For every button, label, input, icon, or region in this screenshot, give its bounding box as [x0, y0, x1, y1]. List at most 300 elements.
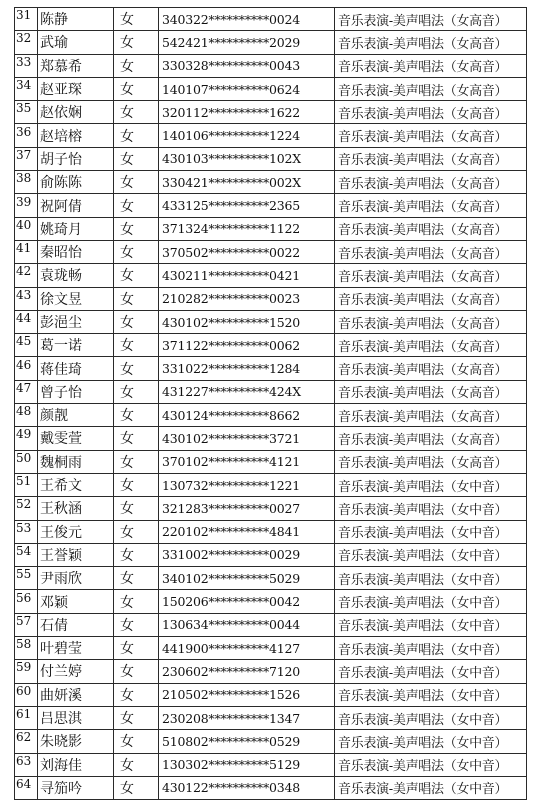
id-number-cell [159, 194, 335, 217]
name-cell [38, 54, 114, 77]
gender-text: 女 [120, 757, 134, 774]
id-number-text: 331002**********0029 [162, 547, 301, 563]
major-cell [335, 567, 527, 590]
name-text: 魏桐雨 [40, 454, 82, 471]
major-cell [335, 124, 527, 147]
name-text: 蒋佳琦 [40, 361, 82, 378]
major-text: 音乐表演-美声唱法（女高音） [338, 176, 508, 192]
row-number-text: 33 [16, 54, 32, 69]
table-row [15, 520, 527, 543]
table-body [15, 8, 527, 800]
table-row [15, 264, 527, 287]
table-row [15, 217, 527, 240]
gender-text: 女 [120, 384, 134, 401]
table-row [15, 287, 527, 310]
id-number-text: 340322**********0024 [162, 11, 301, 27]
name-cell [38, 310, 114, 333]
row-number-text: 64 [16, 776, 32, 791]
gender-cell [114, 194, 159, 217]
id-number-text: 140107**********0624 [162, 81, 301, 97]
major-text: 音乐表演-美声唱法（女高音） [338, 246, 508, 262]
gender-cell [114, 264, 159, 287]
name-cell [38, 753, 114, 776]
gender-cell [114, 497, 159, 520]
name-text: 尹雨欣 [40, 571, 82, 588]
table-row [15, 497, 527, 520]
major-cell [335, 334, 527, 357]
id-number-text: 371324**********1122 [162, 221, 301, 237]
id-number-cell [159, 31, 335, 54]
id-number-cell [159, 497, 335, 520]
row-number-text: 50 [16, 450, 32, 465]
row-number-cell [15, 357, 38, 380]
gender-text: 女 [120, 501, 134, 518]
row-number-text: 45 [16, 334, 32, 349]
id-number-cell [159, 101, 335, 124]
id-number-text: 370102**********4121 [162, 454, 301, 470]
row-number-cell [15, 310, 38, 333]
row-number-cell [15, 450, 38, 473]
gender-text: 女 [120, 431, 134, 448]
id-number-text: 331022**********1284 [162, 361, 301, 377]
major-text: 音乐表演-美声唱法（女高音） [338, 456, 508, 472]
gender-cell [114, 101, 159, 124]
major-cell [335, 357, 527, 380]
id-number-cell [159, 357, 335, 380]
row-number-cell [15, 683, 38, 706]
row-number-text: 51 [16, 474, 32, 489]
major-text: 音乐表演-美声唱法（女中音） [338, 619, 508, 635]
id-number-text: 370502**********0022 [162, 244, 301, 260]
id-number-text: 150206**********0042 [162, 594, 301, 610]
gender-text: 女 [120, 641, 134, 658]
major-cell [335, 730, 527, 753]
id-number-text: 230208**********1347 [162, 710, 301, 726]
name-cell [38, 264, 114, 287]
name-cell [38, 31, 114, 54]
major-text: 音乐表演-美声唱法（女中音） [338, 502, 508, 518]
name-cell [38, 776, 114, 799]
major-text: 音乐表演-美声唱法（女中音） [338, 572, 508, 588]
major-text: 音乐表演-美声唱法（女中音） [338, 712, 508, 728]
major-text: 音乐表演-美声唱法（女中音） [338, 665, 508, 681]
row-number-text: 62 [16, 730, 32, 745]
gender-text: 女 [120, 571, 134, 588]
major-text: 音乐表演-美声唱法（女中音） [338, 759, 508, 775]
name-text: 颜靓 [40, 408, 68, 425]
name-text: 胡子怡 [40, 151, 82, 168]
name-text: 付兰婷 [40, 664, 82, 681]
row-number-text: 31 [16, 8, 32, 23]
gender-text: 女 [120, 408, 134, 425]
major-text: 音乐表演-美声唱法（女高音） [338, 130, 508, 146]
gender-text: 女 [120, 617, 134, 634]
gender-text: 女 [120, 524, 134, 541]
table-row [15, 660, 527, 683]
row-number-text: 43 [16, 287, 32, 302]
gender-cell [114, 240, 159, 263]
row-number-cell [15, 380, 38, 403]
table-row [15, 683, 527, 706]
id-number-cell [159, 287, 335, 310]
gender-cell [114, 753, 159, 776]
name-cell [38, 660, 114, 683]
table-row [15, 753, 527, 776]
row-number-text: 53 [16, 520, 32, 535]
id-number-text: 371122**********0062 [162, 337, 301, 353]
table-row [15, 171, 527, 194]
row-number-cell [15, 497, 38, 520]
id-number-text: 320112**********1622 [162, 104, 301, 120]
major-text: 音乐表演-美声唱法（女高音） [338, 432, 508, 448]
id-number-text: 210282**********0023 [162, 291, 301, 307]
major-cell [335, 77, 527, 100]
major-cell [335, 637, 527, 660]
table-row [15, 637, 527, 660]
major-text: 音乐表演-美声唱法（女中音） [338, 479, 508, 495]
row-number-text: 58 [16, 637, 32, 652]
major-cell [335, 497, 527, 520]
name-text: 戴雯萱 [40, 431, 82, 448]
row-number-cell [15, 706, 38, 729]
id-number-cell [159, 683, 335, 706]
table-row [15, 473, 527, 496]
gender-cell [114, 520, 159, 543]
major-cell [335, 380, 527, 403]
row-number-cell [15, 240, 38, 263]
id-number-text: 330328**********0043 [162, 58, 301, 74]
id-number-text: 140106**********1224 [162, 128, 301, 144]
major-cell [335, 264, 527, 287]
table-row [15, 357, 527, 380]
major-cell [335, 473, 527, 496]
id-number-cell [159, 590, 335, 613]
table-row [15, 543, 527, 566]
table-row [15, 706, 527, 729]
major-text: 音乐表演-美声唱法（女高音） [338, 106, 508, 122]
id-number-cell [159, 637, 335, 660]
name-cell [38, 124, 114, 147]
row-number-cell [15, 101, 38, 124]
major-cell [335, 776, 527, 799]
name-text: 郑慕希 [40, 58, 82, 75]
gender-cell [114, 310, 159, 333]
gender-cell [114, 613, 159, 636]
major-text: 音乐表演-美声唱法（女高音） [338, 200, 508, 216]
gender-cell [114, 660, 159, 683]
table-row [15, 334, 527, 357]
id-number-cell [159, 753, 335, 776]
gender-cell [114, 357, 159, 380]
id-number-text: 430122**********0348 [162, 780, 301, 796]
major-cell [335, 427, 527, 450]
row-number-text: 46 [16, 357, 32, 372]
row-number-cell [15, 54, 38, 77]
id-number-cell [159, 171, 335, 194]
table-row [15, 613, 527, 636]
name-cell [38, 497, 114, 520]
gender-cell [114, 450, 159, 473]
gender-text: 女 [120, 454, 134, 471]
gender-cell [114, 543, 159, 566]
major-text: 音乐表演-美声唱法（女中音） [338, 735, 508, 751]
row-number-cell [15, 8, 38, 31]
row-number-text: 54 [16, 543, 32, 558]
row-number-text: 56 [16, 590, 32, 605]
table-row [15, 450, 527, 473]
major-text: 音乐表演-美声唱法（女高音） [338, 293, 508, 309]
name-text: 王秋涵 [40, 501, 82, 518]
id-number-cell [159, 730, 335, 753]
major-cell [335, 590, 527, 613]
major-cell [335, 404, 527, 427]
id-number-cell [159, 8, 335, 31]
name-cell [38, 380, 114, 403]
id-number-text: 430102**********3721 [162, 430, 301, 446]
name-cell [38, 240, 114, 263]
id-number-text: 130634**********0044 [162, 617, 301, 633]
name-text: 石倩 [40, 617, 68, 634]
row-number-cell [15, 124, 38, 147]
name-text: 曾子怡 [40, 384, 82, 401]
name-cell [38, 101, 114, 124]
name-text: 姚琦月 [40, 221, 82, 238]
row-number-text: 47 [16, 380, 32, 395]
table-row [15, 31, 527, 54]
id-number-cell [159, 77, 335, 100]
name-text: 曲妍溪 [40, 687, 82, 704]
major-cell [335, 171, 527, 194]
name-text: 邓颖 [40, 594, 68, 611]
name-cell [38, 730, 114, 753]
id-number-text: 433125**********2365 [162, 198, 301, 214]
id-number-text: 210502**********1526 [162, 687, 301, 703]
major-cell [335, 194, 527, 217]
name-text: 袁珑畅 [40, 268, 82, 285]
row-number-cell [15, 567, 38, 590]
row-number-text: 40 [16, 217, 32, 232]
row-number-cell [15, 77, 38, 100]
id-number-text: 430124**********8662 [162, 407, 301, 423]
gender-text: 女 [120, 58, 134, 75]
gender-cell [114, 217, 159, 240]
name-text: 朱晓影 [40, 734, 82, 751]
table-row [15, 776, 527, 799]
major-text: 音乐表演-美声唱法（女高音） [338, 13, 508, 29]
row-number-cell [15, 194, 38, 217]
id-number-cell [159, 706, 335, 729]
major-cell [335, 683, 527, 706]
gender-text: 女 [120, 547, 134, 564]
gender-cell [114, 473, 159, 496]
id-number-cell [159, 310, 335, 333]
id-number-text: 430103**********102X [162, 151, 301, 167]
id-number-cell [159, 334, 335, 357]
name-cell [38, 637, 114, 660]
gender-text: 女 [120, 245, 134, 262]
id-number-cell [159, 124, 335, 147]
major-cell [335, 217, 527, 240]
row-number-cell [15, 543, 38, 566]
name-cell [38, 613, 114, 636]
row-number-cell [15, 613, 38, 636]
row-number-text: 52 [16, 497, 32, 512]
gender-cell [114, 706, 159, 729]
name-cell [38, 404, 114, 427]
gender-cell [114, 404, 159, 427]
name-text: 赵依娴 [40, 105, 82, 122]
major-cell [335, 706, 527, 729]
gender-cell [114, 54, 159, 77]
gender-text: 女 [120, 664, 134, 681]
id-number-text: 230602**********7120 [162, 663, 301, 679]
row-number-text: 35 [16, 101, 32, 116]
name-text: 刘海佳 [40, 757, 82, 774]
table-row [15, 567, 527, 590]
row-number-text: 60 [16, 683, 32, 698]
gender-cell [114, 380, 159, 403]
id-number-text: 130302**********5129 [162, 757, 301, 773]
row-number-text: 36 [16, 124, 32, 139]
gender-cell [114, 334, 159, 357]
gender-text: 女 [120, 198, 134, 215]
name-text: 葛一诺 [40, 338, 82, 355]
table-row [15, 590, 527, 613]
major-text: 音乐表演-美声唱法（女高音） [338, 409, 508, 425]
row-number-text: 57 [16, 613, 32, 628]
row-number-cell [15, 31, 38, 54]
gender-text: 女 [120, 12, 134, 29]
gender-text: 女 [120, 687, 134, 704]
id-number-cell [159, 613, 335, 636]
gender-cell [114, 637, 159, 660]
id-number-text: 130732**********1221 [162, 477, 301, 493]
name-cell [38, 147, 114, 170]
id-number-cell [159, 264, 335, 287]
row-number-cell [15, 264, 38, 287]
name-text: 吕思淇 [40, 711, 82, 728]
row-number-text: 34 [16, 78, 32, 93]
major-text: 音乐表演-美声唱法（女高音） [338, 60, 508, 76]
name-cell [38, 77, 114, 100]
row-number-cell [15, 590, 38, 613]
row-number-text: 41 [16, 241, 32, 256]
name-cell [38, 427, 114, 450]
row-number-text: 59 [16, 660, 32, 675]
table-row [15, 404, 527, 427]
gender-cell [114, 77, 159, 100]
major-text: 音乐表演-美声唱法（女中音） [338, 596, 508, 612]
gender-text: 女 [120, 780, 134, 797]
id-number-cell [159, 380, 335, 403]
major-cell [335, 613, 527, 636]
name-cell [38, 287, 114, 310]
row-number-cell [15, 637, 38, 660]
name-cell [38, 450, 114, 473]
id-number-text: 321283**********0027 [162, 500, 301, 516]
row-number-cell [15, 473, 38, 496]
gender-text: 女 [120, 268, 134, 285]
major-text: 音乐表演-美声唱法（女高音） [338, 153, 508, 169]
gender-cell [114, 171, 159, 194]
gender-cell [114, 776, 159, 799]
name-text: 王誉颖 [40, 547, 82, 564]
major-cell [335, 450, 527, 473]
gender-cell [114, 124, 159, 147]
name-text: 祝阿倩 [40, 198, 82, 215]
name-cell [38, 194, 114, 217]
major-text: 音乐表演-美声唱法（女中音） [338, 642, 508, 658]
name-text: 秦昭怡 [40, 245, 82, 262]
gender-cell [114, 287, 159, 310]
name-text: 徐文昱 [40, 291, 82, 308]
row-number-text: 61 [16, 707, 32, 722]
table-row [15, 310, 527, 333]
gender-text: 女 [120, 594, 134, 611]
row-number-text: 48 [16, 404, 32, 419]
gender-text: 女 [120, 734, 134, 751]
id-number-cell [159, 543, 335, 566]
name-cell [38, 473, 114, 496]
id-number-text: 430102**********1520 [162, 314, 301, 330]
id-number-text: 441900**********4127 [162, 640, 301, 656]
gender-text: 女 [120, 711, 134, 728]
major-cell [335, 8, 527, 31]
name-text: 赵亚琛 [40, 82, 82, 99]
row-number-text: 44 [16, 311, 32, 325]
gender-cell [114, 147, 159, 170]
row-number-cell [15, 334, 38, 357]
table-row [15, 380, 527, 403]
name-text: 武瑜 [40, 35, 68, 52]
id-number-cell [159, 427, 335, 450]
gender-cell [114, 427, 159, 450]
row-number-text: 38 [16, 171, 32, 186]
row-number-text: 63 [16, 753, 32, 768]
row-number-cell [15, 287, 38, 310]
id-number-cell [159, 660, 335, 683]
id-number-text: 220102**********4841 [162, 524, 301, 540]
id-number-cell [159, 240, 335, 263]
id-number-text: 542421**********2029 [162, 34, 301, 50]
id-number-cell [159, 567, 335, 590]
table-row [15, 194, 527, 217]
row-number-cell [15, 520, 38, 543]
gender-text: 女 [120, 128, 134, 145]
id-number-cell [159, 473, 335, 496]
major-text: 音乐表演-美声唱法（女高音） [338, 83, 508, 99]
table-row [15, 427, 527, 450]
major-cell [335, 31, 527, 54]
name-text: 叶碧莹 [40, 641, 82, 658]
major-cell [335, 54, 527, 77]
gender-cell [114, 567, 159, 590]
name-cell [38, 567, 114, 590]
row-number-cell [15, 171, 38, 194]
gender-text: 女 [120, 361, 134, 378]
gender-cell [114, 730, 159, 753]
major-text: 音乐表演-美声唱法（女高音） [338, 316, 508, 332]
row-number-cell [15, 404, 38, 427]
name-text: 寻笳吟 [40, 780, 82, 797]
name-cell [38, 543, 114, 566]
name-text: 王希文 [40, 478, 82, 495]
id-number-text: 340102**********5029 [162, 570, 301, 586]
id-number-cell [159, 54, 335, 77]
major-text: 音乐表演-美声唱法（女高音） [338, 269, 508, 285]
id-number-cell [159, 450, 335, 473]
gender-text: 女 [120, 175, 134, 192]
